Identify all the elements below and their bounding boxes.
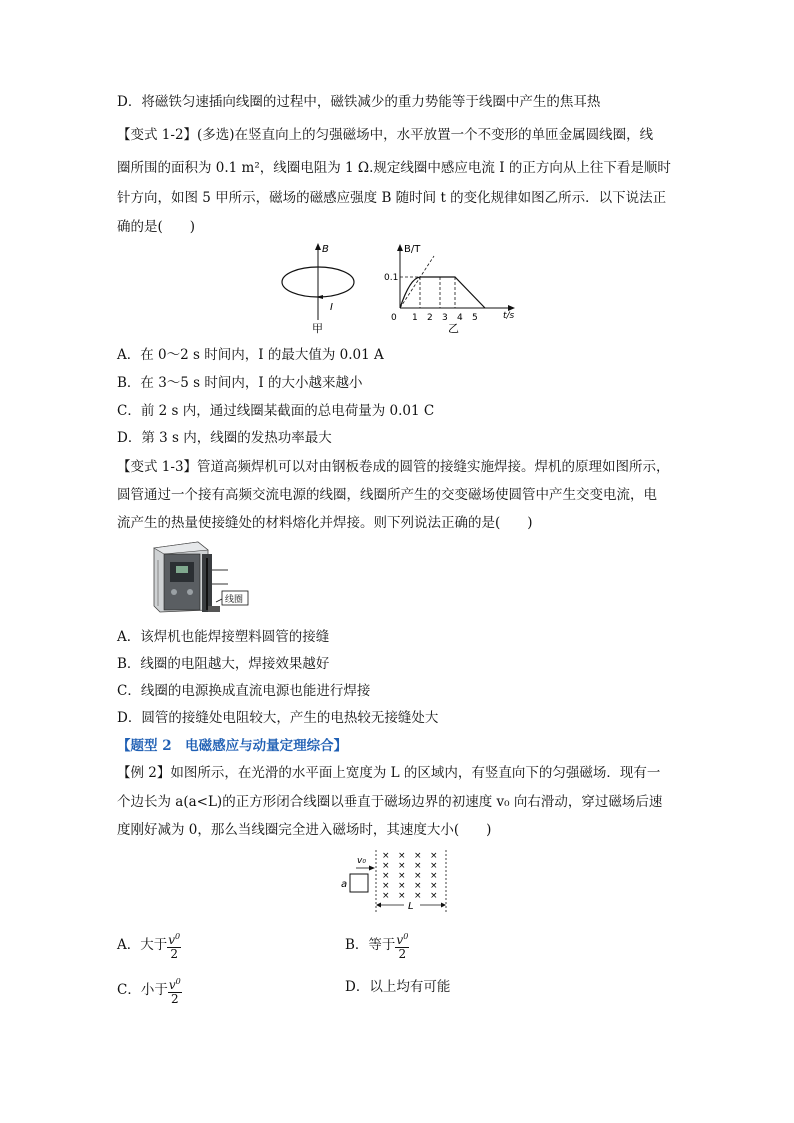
figure-yi-caption: 乙 (448, 322, 459, 335)
current-label: I (330, 302, 333, 313)
x-tick-labels (412, 313, 478, 323)
square-loop-field-figure (338, 846, 452, 914)
x-tick-label: 3 (442, 313, 448, 323)
field-cross: × (430, 861, 438, 871)
q2-option-d: D．第 3 s 内，线圈的发热功率最大 (117, 430, 332, 446)
q4-option-c-prefix: C．小于 (117, 982, 168, 998)
fraction-v0-over-2: $\frac{v^0}{2}$ (168, 977, 181, 1006)
fraction-v0-over-2: $\frac{v^0}{2}$ (396, 932, 409, 961)
field-cross: × (398, 871, 406, 881)
x-tick-label: 2 (427, 313, 433, 323)
q4-option-b (345, 930, 409, 961)
q2-stem-line-3: 针方向，如图 5 甲所示，磁场的磁感应强度 B 随时间 t 的变化规律如图乙所示．以下说法正 (117, 190, 667, 206)
fraction-v0-over-2: $\frac{v^0}{2}$ (168, 932, 181, 961)
q4-option-d: D．以上均有可能 (345, 979, 451, 995)
field-cross: × (398, 861, 406, 871)
x-tick-label: 5 (472, 313, 478, 323)
x-tick-label: 4 (457, 313, 463, 323)
field-cross: × (382, 861, 390, 871)
x-axis-label: t/s (503, 311, 515, 321)
field-cross: × (414, 881, 422, 891)
magnetic-field-crosses (382, 851, 438, 901)
field-cross: × (430, 891, 438, 901)
field-cross: × (414, 851, 422, 861)
field-cross: × (414, 861, 422, 871)
q3-stem-line-2: 圆管通过一个接有高频交流电源的线圈，线圈所产生的交变磁场使圆管中产生交变电流，电 (117, 487, 657, 503)
q4-option-a (117, 930, 181, 961)
q4-stem-line-3: 度刚好减为 0，那么当线圈完全进入磁场时，其速度大小( ) (117, 822, 492, 838)
figure-yi-graph (380, 240, 520, 335)
x-tick-label: 1 (412, 313, 418, 323)
q3-option-d: D．圆管的接缝处电阻较大，产生的电热较无接缝处大 (117, 710, 439, 726)
q3-stem-line-1: 【变式 1-3】管道高频焊机可以对由钢板卷成的圆管的接缝实施焊接。焊机的原理如图所示， (117, 459, 670, 475)
q2-option-a: A．在 0～2 s 时间内，I 的最大值为 0.01 A (117, 347, 384, 363)
figure-jia-coil (276, 240, 366, 335)
q4-stem-line-1: 【例 2】如图所示，在光滑的水平面上宽度为 L 的区域内，有竖直向下的匀强磁场．现有一 (117, 765, 661, 781)
y-tick-label: 0.1 (384, 273, 399, 283)
field-cross: × (430, 871, 438, 881)
y-axis-label: B/T (404, 244, 421, 255)
field-cross: × (398, 881, 406, 891)
field-cross: × (430, 851, 438, 861)
coil-photo-label: 线圈 (225, 595, 244, 605)
q4-option-b-prefix: B．等于 (345, 937, 396, 953)
q4-stem-line-2: 个边长为 a(a<L)的正方形闭合线圈以垂直于磁场边界的初速度 v₀ 向右滑动，穿过磁场后速 (117, 794, 663, 810)
q3-option-a: A．该焊机也能焊接塑料圆管的接缝 (117, 629, 330, 645)
field-cross: × (414, 891, 422, 901)
field-cross: × (382, 851, 390, 861)
q3-option-c: C．线圈的电源换成直流电源也能进行焊接 (117, 683, 371, 699)
q2-stem-line-1: 【变式 1-2】(多选)在竖直向上的匀强磁场中，水平放置一个不变形的单匝金属圆线圈，线 (117, 127, 654, 143)
section-heading: 【题型 2 电磁感应与动量定理综合】 (117, 738, 348, 754)
q2-stem-line-4: 确的是( ) (117, 219, 196, 235)
field-cross: × (430, 881, 438, 891)
field-cross: × (382, 891, 390, 901)
q2-option-c: C．前 2 s 内，通过线圈某截面的总电荷量为 0.01 C (117, 403, 435, 419)
q4-option-a-prefix: A．大于 (117, 937, 168, 953)
origin-label: 0 (391, 313, 397, 323)
figure-jia-caption: 甲 (312, 322, 323, 335)
field-cross: × (414, 871, 422, 881)
field-cross: × (382, 871, 390, 881)
q3-option-b: B．线圈的电阻越大，焊接效果越好 (117, 656, 330, 672)
b-field-label: B (322, 244, 329, 255)
side-length-label: a (341, 879, 348, 890)
field-width-label: L (408, 901, 414, 912)
welding-machine-photo (150, 540, 250, 615)
q2-stem-line-2: 圈所围的面积为 0.1 m²，线圈电阻为 1 Ω.规定线圈中感应电流 I 的正方向从上往下看是顺时 (117, 160, 671, 176)
q4-option-c (117, 975, 182, 1006)
q2-option-b: B．在 3～5 s 时间内，I 的大小越来越小 (117, 375, 363, 391)
q3-stem-line-3: 流产生的热量使接缝处的材料熔化并焊接。则下列说法正确的是( ) (117, 515, 533, 531)
field-cross: × (382, 881, 390, 891)
velocity-label: v₀ (357, 856, 366, 866)
field-cross: × (398, 851, 406, 861)
field-cross: × (398, 891, 406, 901)
q1-option-d: D．将磁铁匀速插向线圈的过程中，磁铁减少的重力势能等于线圈中产生的焦耳热 (117, 94, 601, 110)
